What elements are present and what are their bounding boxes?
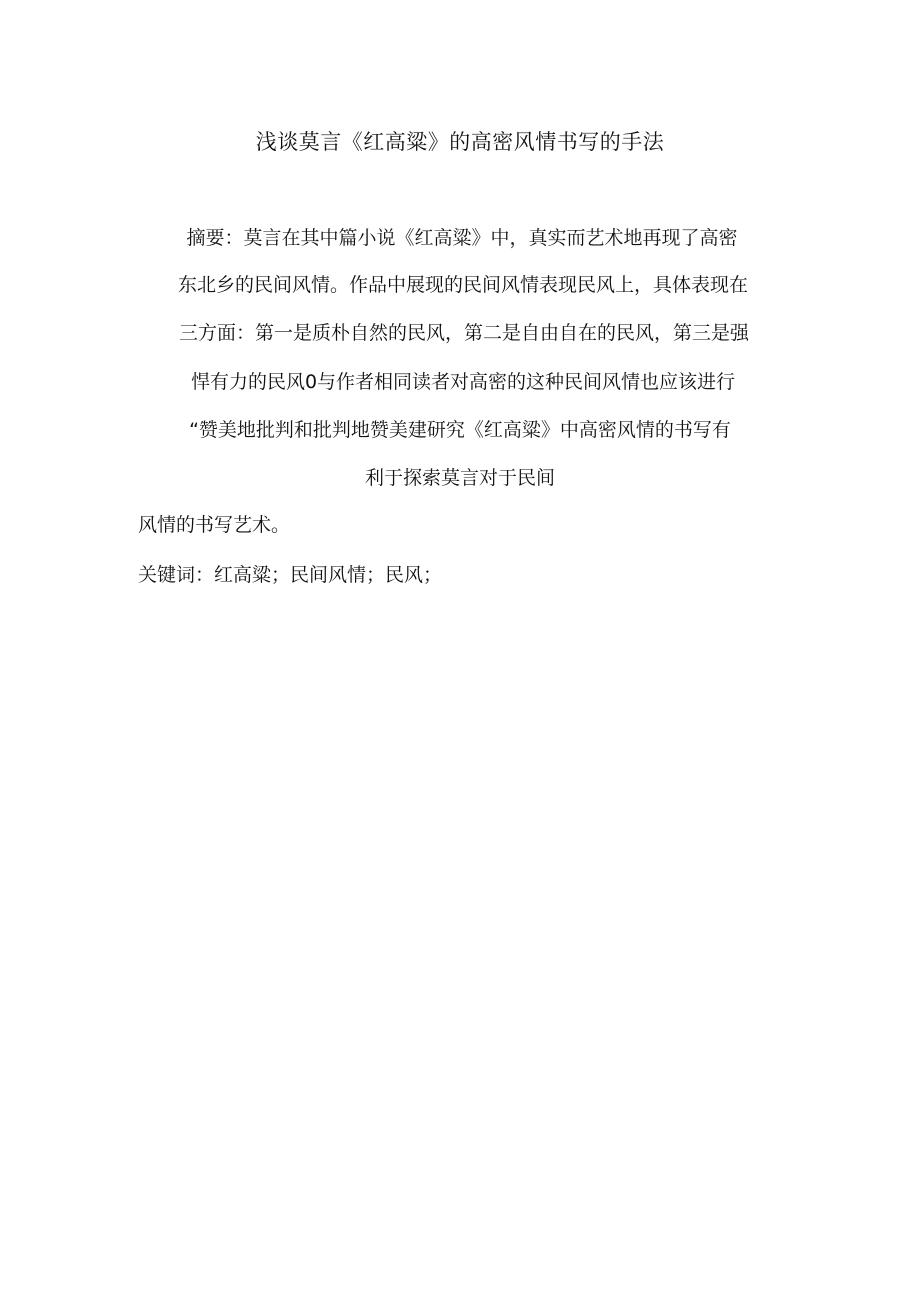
abstract-line-5: “赞美地批判和批判地赞美建研究《红高粱》中高密风情的书写有 (189, 419, 731, 441)
abstract-line-2: 东北乡的民间风情。作品中展现的民间风情表现民风上，具体表现在 (177, 274, 748, 296)
abstract-line-3: 三方面：第一是质朴自然的民风，第二是自由自在的民风，第三是强 (178, 322, 749, 344)
abstract-line-4: 悍有力的民风0与作者相同读者对高密的这种民间风情也应该进行 (190, 371, 736, 393)
abstract-continuation: 风情的书写艺术。 (138, 514, 291, 536)
abstract-line-1: 摘要：莫言在其中篇小说《红高粱》中，真实而艺术地再现了高密 (186, 227, 738, 249)
keywords-line: 关键词：红高粱；民间风情；民风； (138, 564, 443, 586)
document-title: 浅谈莫言《红高粱》的高密风情书写的手法 (255, 130, 665, 154)
abstract-line-6: 利于探索莫言对于民间 (364, 467, 555, 489)
